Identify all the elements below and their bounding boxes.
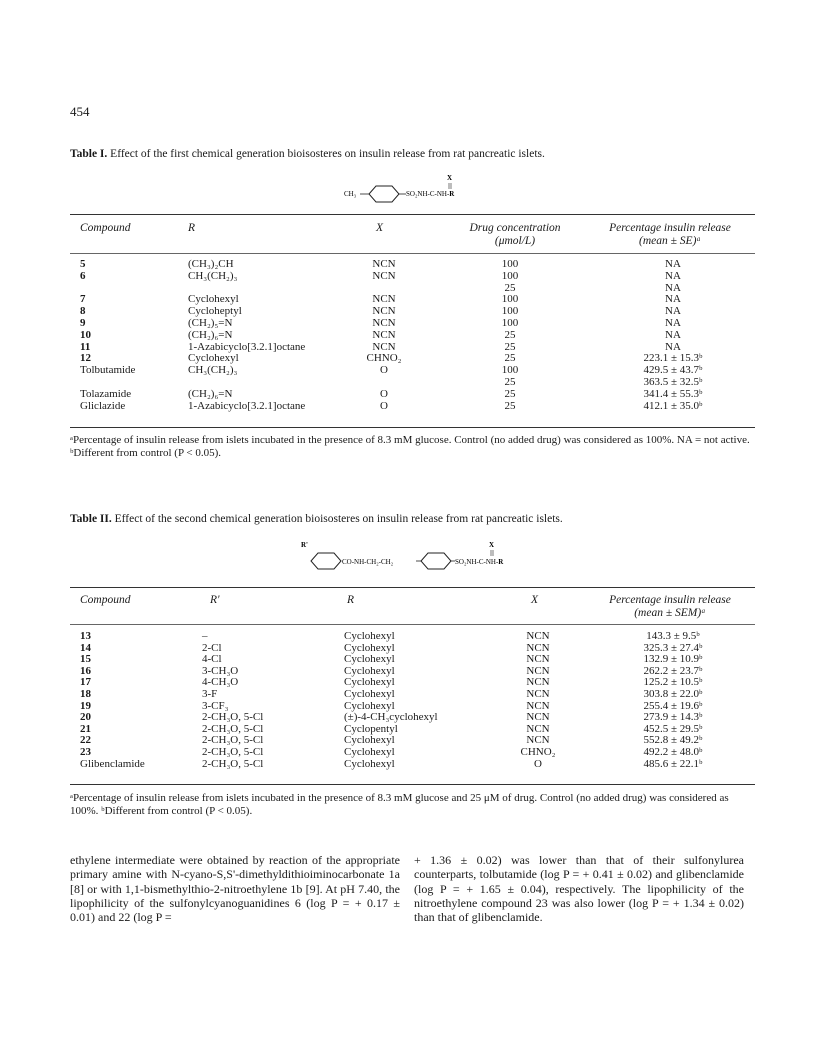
table-2-header-rule xyxy=(70,624,755,625)
table-2-label: Table II. xyxy=(70,513,112,525)
table-cell-r: Cyclohexyl xyxy=(344,664,395,677)
table-2-caption xyxy=(70,513,563,525)
table-cell-x: O xyxy=(380,364,388,377)
table-cell-r: Cyclohexyl xyxy=(344,699,395,712)
table-cell-rprime: 2-CH₃O, 5-Cl xyxy=(202,746,264,758)
table-2-header-r: R xyxy=(347,594,355,606)
table-cell-compound: 6 xyxy=(80,269,86,282)
table-cell-conc: 100 xyxy=(501,364,519,377)
table-cell-rprime: 3-F xyxy=(202,688,218,700)
table-cell-x: NCN xyxy=(526,664,550,677)
table-cell-x: NCN xyxy=(526,688,550,700)
table-cell-rprime: 2-CH₃O, 5-Cl xyxy=(202,722,264,735)
table-2-footnote: ᵃPercentage of insulin release from islets incubated in the presence of 8.3 mM glucose and 25 μM of drug. Control (no added drug) was considered as 100%. ᵇDifferent from control (P < 0.05). xyxy=(70,792,729,817)
body-text-right-column: + 1.36 ± 0.02) was lower than that of their sulfonylurea counterparts, tolbutamide (log P = + 0.41 ± 0.02) and glibenclamide (log P = + 1.65 ± 0.04), respectively. The lipophilicity of the nitroethylene compound 23 was also lower (log P = + 1.34 ± 0.02) than that of glibenclamide. xyxy=(414,853,744,925)
table-cell-conc: 25 xyxy=(504,376,516,388)
table-cell-compound: 12 xyxy=(80,352,91,365)
table-2-bottom-rule xyxy=(70,784,755,785)
table-cell-r: (CH₃)₂CH xyxy=(188,258,234,270)
table-cell-x: O xyxy=(380,399,388,412)
table-cell-compound: Gliclazide xyxy=(80,399,126,412)
table-2-header-x: X xyxy=(531,594,539,606)
table-cell-r: Cyclohexyl xyxy=(344,653,395,666)
table-cell-release: 429.5 ± 43.7ᵇ xyxy=(643,364,703,377)
table-cell-conc: 25 xyxy=(504,387,516,400)
table-cell-x: CHNO₂ xyxy=(520,746,556,758)
table-cell-compound: 21 xyxy=(80,722,91,735)
table-cell-compound: 13 xyxy=(80,630,91,642)
table-cell-conc: 25 xyxy=(504,328,516,341)
table-cell-rprime: 2-CH₃O, 5-Cl xyxy=(202,711,264,724)
table-cell-r: Cyclopentyl xyxy=(344,722,398,735)
table-cell-r: (CH₂)₅=N xyxy=(188,317,233,329)
table-cell-compound: 8 xyxy=(80,305,86,318)
benzene-ring-icon xyxy=(421,553,451,569)
table-cell-conc: 100 xyxy=(501,293,519,306)
table-cell-r: CH₃(CH₂)₃ xyxy=(188,364,238,377)
table-2-caption-text: Effect of the second chemical generation bioisosteres on insulin release from rat pancreatic islets. xyxy=(114,513,563,525)
table-1-footnote: ᵃPercentage of insulin release from islets incubated in the presence of 8.3 mM glucose. Control (no added drug) was considered as 100%. NA = not active. ᵇDifferent from control (P < 0.05). xyxy=(70,434,750,459)
table-1-header-concentration: Drug concentration (μmol/L) xyxy=(469,222,561,247)
table-cell-r: Cyclohexyl xyxy=(188,293,239,306)
table-cell-compound: 23 xyxy=(80,746,91,758)
table-cell-x: NCN xyxy=(372,328,396,341)
table-2-header-compound: Compound xyxy=(80,594,131,606)
table-1-label: Table I. xyxy=(70,148,108,160)
table-cell-compound: Glibenclamide xyxy=(80,757,145,770)
table-cell-release: 412.1 ± 35.0ᵇ xyxy=(643,399,703,412)
table-cell-x: NCN xyxy=(526,630,550,642)
table-cell-compound: 7 xyxy=(80,293,86,306)
table-2-header-release: Percentage insulin release (mean ± SEM)ᵃ xyxy=(609,594,731,619)
table-1-top-rule xyxy=(70,214,755,215)
benzene-ring-icon xyxy=(311,553,341,569)
table-cell-release: NA xyxy=(665,317,681,329)
table-cell-rprime: 3-CH₃O xyxy=(202,664,239,677)
table-cell-r: Cyclohexyl xyxy=(344,676,395,689)
table-1-header-rule xyxy=(70,253,755,254)
table-cell-compound: 5 xyxy=(80,258,86,270)
table-cell-x: NCN xyxy=(372,340,396,353)
table-cell-r: (CH₂)₆=N xyxy=(188,328,233,341)
table-cell-r: Cyclohexyl xyxy=(188,352,239,365)
table-cell-r: 1-Azabicyclo[3.2.1]octane xyxy=(188,399,306,412)
table-cell-r: Cyclohexyl xyxy=(344,688,395,700)
body-text-left-column: ethylene intermediate were obtained by reaction of the appropriate primary amine with N-cyano-S,S'-dimethyldithioiminocarbonate 1a [8] or with 1,1-bismethylthio-2-nitroethylene 1b [9]. At pH 7.40, the lipophilicity of the sulfonylcyanoguanidines 6 (log P = + 0.17 ± 0.01) and 22 (log P = xyxy=(70,853,400,925)
table-cell-compound: 10 xyxy=(80,328,91,341)
table-cell-release: 273.9 ± 14.3ᵇ xyxy=(643,711,703,724)
table-cell-compound: 22 xyxy=(80,734,91,747)
table-1-header-r: R xyxy=(188,222,196,234)
table-cell-x: NCN xyxy=(526,699,550,712)
structure-x: X xyxy=(447,174,453,182)
table-cell-release: 552.8 ± 49.2ᵇ xyxy=(643,734,703,747)
table-cell-release: 262.2 ± 23.7ᵇ xyxy=(643,664,703,677)
table-cell-rprime: 2-CH₃O, 5-Cl xyxy=(202,757,264,770)
table-cell-x: NCN xyxy=(372,293,396,306)
table-cell-rprime: 3-CF₃ xyxy=(202,699,229,712)
table-cell-rprime: 2-CH₃O, 5-Cl xyxy=(202,734,264,747)
page-number: 454 xyxy=(70,104,90,119)
table-1-header-release: Percentage insulin release (mean ± SE)ᵃ xyxy=(609,222,731,247)
table-cell-release: 255.4 ± 19.6ᵇ xyxy=(643,699,703,712)
table-cell-compound: 18 xyxy=(80,688,91,700)
table-cell-x: NCN xyxy=(372,269,396,282)
table-1-bottom-rule xyxy=(70,427,755,428)
table-cell-conc: 100 xyxy=(501,317,519,329)
structure-group: SO₂NH-C-NH-R xyxy=(406,190,455,198)
structure-ch3: CH₃ xyxy=(344,190,357,198)
structure-linker: CO-NH-CH₂-CH₂ xyxy=(342,558,394,566)
table-cell-compound: 9 xyxy=(80,317,86,329)
table-cell-rprime: – xyxy=(202,630,208,642)
table-cell-release: 223.1 ± 15.3ᵇ xyxy=(643,352,703,365)
table-cell-release: 363.5 ± 32.5ᵇ xyxy=(643,376,703,388)
table-cell-release: 492.2 ± 48.0ᵇ xyxy=(643,746,703,758)
table-cell-conc: 25 xyxy=(504,352,516,365)
table-cell-x: NCN xyxy=(372,317,396,329)
table-cell-release: 485.6 ± 22.1ᵇ xyxy=(643,757,703,770)
table-cell-conc: 25 xyxy=(504,340,516,353)
table-cell-r: (±)-4-CH₃cyclohexyl xyxy=(344,711,438,724)
table-cell-rprime: 4-CH₃O xyxy=(202,676,239,689)
table-cell-x: NCN xyxy=(372,305,396,318)
table-cell-compound: 11 xyxy=(80,340,91,353)
table-cell-x: NCN xyxy=(526,676,550,689)
table-cell-compound: 15 xyxy=(80,653,91,666)
structure-x: X xyxy=(489,541,495,549)
table-cell-r: 1-Azabicyclo[3.2.1]octane xyxy=(188,340,306,353)
table-cell-release: NA xyxy=(665,340,681,353)
table-cell-r: (CH₂)₆=N xyxy=(188,387,233,400)
table-1-caption xyxy=(70,148,545,160)
table-cell-release: 341.4 ± 55.3ᵇ xyxy=(643,387,703,400)
table-cell-r: Cycloheptyl xyxy=(188,305,242,318)
table-cell-release: 303.8 ± 22.0ᵇ xyxy=(643,688,703,700)
structure-group: SO₂NH-C-NH-R xyxy=(455,558,504,566)
table-cell-x: NCN xyxy=(526,641,550,654)
table-cell-release: NA xyxy=(665,281,681,294)
table-cell-x: NCN xyxy=(526,653,550,666)
table-cell-release: NA xyxy=(665,305,681,318)
table-cell-release: 325.3 ± 27.4ᵇ xyxy=(643,641,703,654)
table-cell-conc: 25 xyxy=(504,399,516,412)
table-cell-x: NCN xyxy=(526,711,550,724)
table-cell-release: 143.3 ± 9.5ᵇ xyxy=(646,630,700,642)
table-cell-release: 452.5 ± 29.5ᵇ xyxy=(643,722,703,735)
table-cell-x: O xyxy=(534,757,542,770)
table-cell-x: NCN xyxy=(526,734,550,747)
table-cell-conc: 100 xyxy=(501,269,519,282)
table-1-header-x: X xyxy=(376,222,384,234)
table-cell-r: Cyclohexyl xyxy=(344,641,395,654)
table-cell-compound: Tolbutamide xyxy=(80,364,136,377)
table-cell-release: NA xyxy=(665,269,681,282)
table-cell-x: CHNO₂ xyxy=(366,352,402,365)
table-cell-compound: Tolazamide xyxy=(80,387,132,400)
table-cell-rprime: 4-Cl xyxy=(202,653,222,666)
structure-rprime: R' xyxy=(301,541,308,549)
table-cell-r: Cyclohexyl xyxy=(344,630,395,642)
table-2-top-rule xyxy=(70,587,755,588)
table-cell-x: O xyxy=(380,387,388,400)
table-2-header-rprime: R' xyxy=(210,594,220,606)
table-cell-compound: 20 xyxy=(80,711,91,724)
table-cell-x: NCN xyxy=(372,258,396,270)
benzene-ring-icon xyxy=(369,186,399,202)
table-cell-conc: 100 xyxy=(501,258,519,270)
table-cell-compound: 16 xyxy=(80,664,91,677)
table-2-structure xyxy=(295,535,525,577)
table-1-structure xyxy=(340,170,530,212)
table-1-header-compound: Compound xyxy=(80,222,131,234)
table-cell-compound: 14 xyxy=(80,641,91,654)
table-1-caption-text: Effect of the first chemical generation bioisosteres on insulin release from rat pancreatic islets. xyxy=(110,148,545,160)
table-cell-release: NA xyxy=(665,258,681,270)
table-cell-release: NA xyxy=(665,293,681,306)
table-cell-r: Cyclohexyl xyxy=(344,746,395,758)
table-cell-r: CH₃(CH₂)₃ xyxy=(188,269,238,282)
table-cell-r: Cyclohexyl xyxy=(344,757,395,770)
table-cell-release: 125.2 ± 10.5ᵇ xyxy=(643,676,703,689)
table-cell-release: NA xyxy=(665,328,681,341)
table-cell-conc: 25 xyxy=(504,281,516,294)
table-cell-compound: 17 xyxy=(80,676,91,689)
table-cell-compound: 19 xyxy=(80,699,91,712)
table-cell-x: NCN xyxy=(526,722,550,735)
table-cell-conc: 100 xyxy=(501,305,519,318)
table-cell-rprime: 2-Cl xyxy=(202,641,222,654)
table-cell-r: Cyclohexyl xyxy=(344,734,395,747)
table-cell-release: 132.9 ± 10.9ᵇ xyxy=(643,653,703,666)
